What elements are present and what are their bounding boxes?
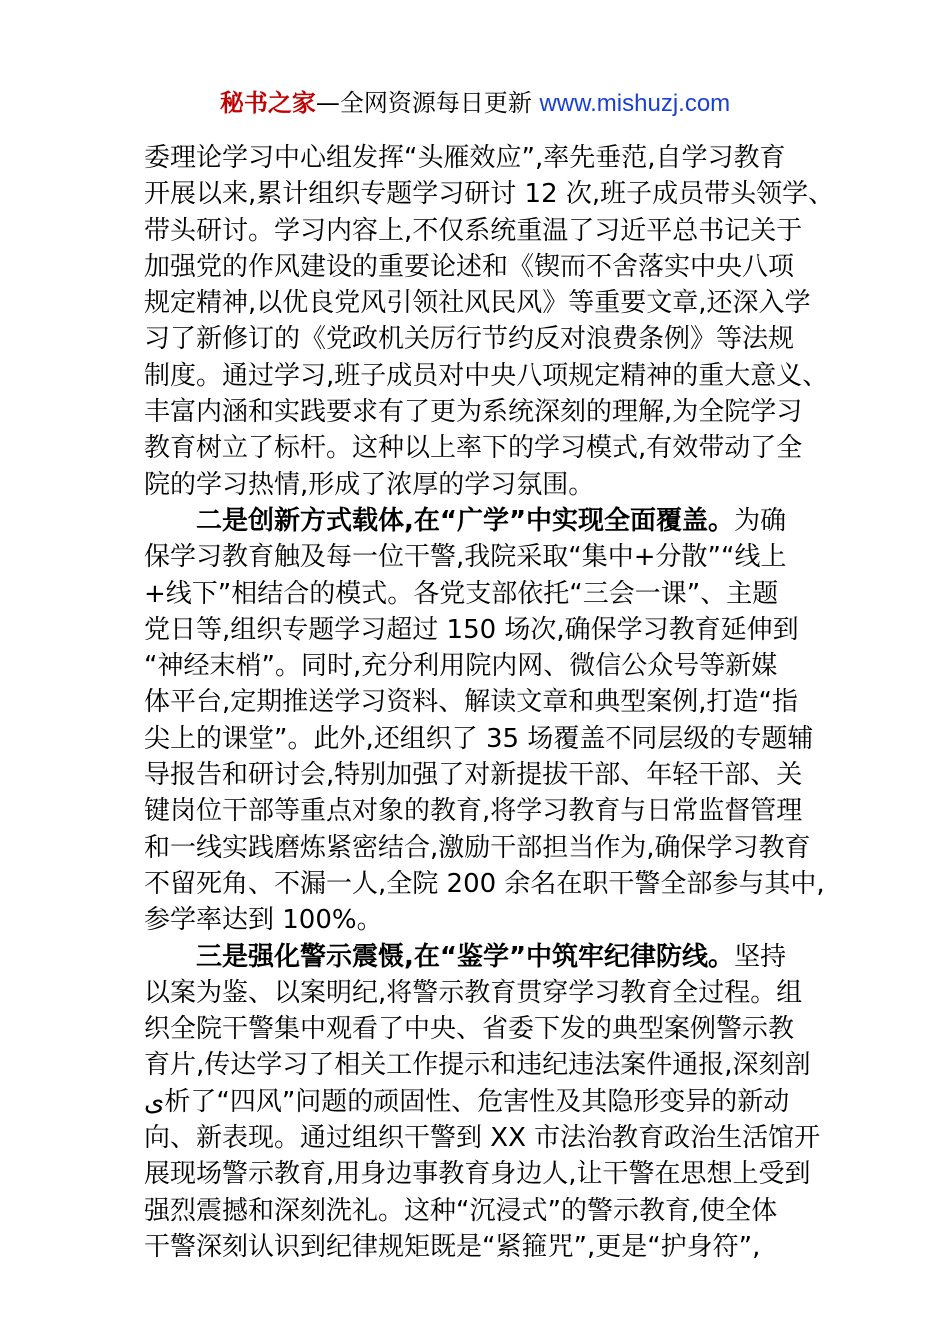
page-header — [0, 86, 950, 121]
text-line: 委理论学习中心组发挥“头雁效应”,率先垂范,自学习教育 — [144, 143, 786, 173]
text-line: 展现场警示教育,用身边事教育身边人,让干警在思想上受到 — [144, 1159, 811, 1190]
text-line: 干警深刻认识到纪律规矩既是“紧箍咒”,更是“护身符”, — [144, 1231, 761, 1262]
paragraph-heading-line — [144, 939, 820, 975]
text-line: 教育树立了标杆。这种以上率下的学习模式,有效带动了全 — [144, 433, 803, 464]
text-line: 制度。通过学习,班子成员对中央八项规定精神的重大意义、 — [144, 360, 829, 391]
text-line: ی析了“四风”问题的顽固性、危害性及其隐形变异的新动 — [144, 1086, 790, 1117]
document-body — [144, 140, 835, 1265]
text-line: 开展以来,累计组织专题学习研讨 12 次,班子成员带头领学、 — [144, 179, 835, 210]
paragraph-heading-line — [144, 503, 820, 539]
text-line: 强烈震撼和深刻洗礼。这种“沉浸式”的警示教育,使全体 — [144, 1195, 778, 1226]
text-line: 习了新修订的《党政机关厉行节约反对浪费条例》等法规 — [144, 324, 795, 355]
text-line: 向、新表现。通过组织干警到 XX 市法治教育政治生活馆开 — [144, 1123, 821, 1154]
text-line: 不留死角、不漏一人,全院 200 余名在职干警全部参与其中, — [144, 868, 825, 899]
text-line: 参学率达到 100%。 — [144, 905, 383, 936]
text-line: 以案为鉴、以案明纪,将警示教育贯穿学习教育全过程。组 — [144, 977, 803, 1008]
text-line: +线下”相结合的模式。各党支部依托“三会一课”、主题 — [144, 578, 779, 609]
text-segment: 坚持 — [734, 941, 787, 972]
text-line: 带头研讨。学习内容上,不仅系统重温了习近平总书记关于 — [144, 215, 803, 246]
text-line: 加强党的作风建设的重要论述和《锲而不舍落实中央八项 — [144, 251, 795, 282]
text-segment: 为确 — [734, 505, 787, 536]
text-line: 导报告和研讨会,特别加强了对新提拔干部、年轻干部、关 — [144, 760, 803, 791]
text-line: 育片,传达学习了相关工作提示和违纪违法案件通报,深刻剖 — [144, 1050, 811, 1081]
text-line: 织全院干警集中观看了中央、省委下发的典型案例警示教 — [144, 1014, 795, 1045]
text-line: 体平台,定期推送学习资料、解读文章和典型案例,打造“指 — [144, 687, 798, 718]
text-line: 键岗位干部等重点对象的教育,将学习教育与日常监督管理 — [144, 796, 803, 827]
text-line: 尖上的课堂”。此外,还组织了 35 场覆盖不同层级的专题辅 — [144, 723, 814, 754]
paragraph-heading: 二是创新方式载体,在“广学”中实现全面覆盖。 — [196, 505, 735, 536]
text-line: 丰富内涵和实践要求有了更为系统深刻的理解,为全院学习 — [144, 397, 803, 428]
text-line: 保学习教育触及每一位干警,我院采取“集中+分散”“线上 — [144, 542, 787, 573]
text-line: 院的学习热情,形成了浓厚的学习氛围。 — [144, 469, 595, 500]
paragraph-heading: 三是强化警示震慑,在“鉴学”中筑牢纪律防线。 — [196, 941, 735, 972]
text-line: 和一线实践磨炼紧密结合,激励干部担当作为,确保学习教育 — [144, 832, 811, 863]
text-line: 规定精神,以优良党风引领社风民风》等重要文章,还深入学 — [144, 288, 811, 319]
text-line: 党日等,组织专题学习超过 150 场次,确保学习教育延伸到 — [144, 614, 799, 645]
text-line: “神经末梢”。同时,充分利用院内网、微信公众号等新媒 — [144, 651, 778, 682]
site-url-link[interactable]: www.mishuzj.com — [539, 90, 731, 117]
brand-name: 秘书之家 — [219, 89, 316, 117]
header-tagline: —全网资源每日更新 — [315, 89, 540, 117]
